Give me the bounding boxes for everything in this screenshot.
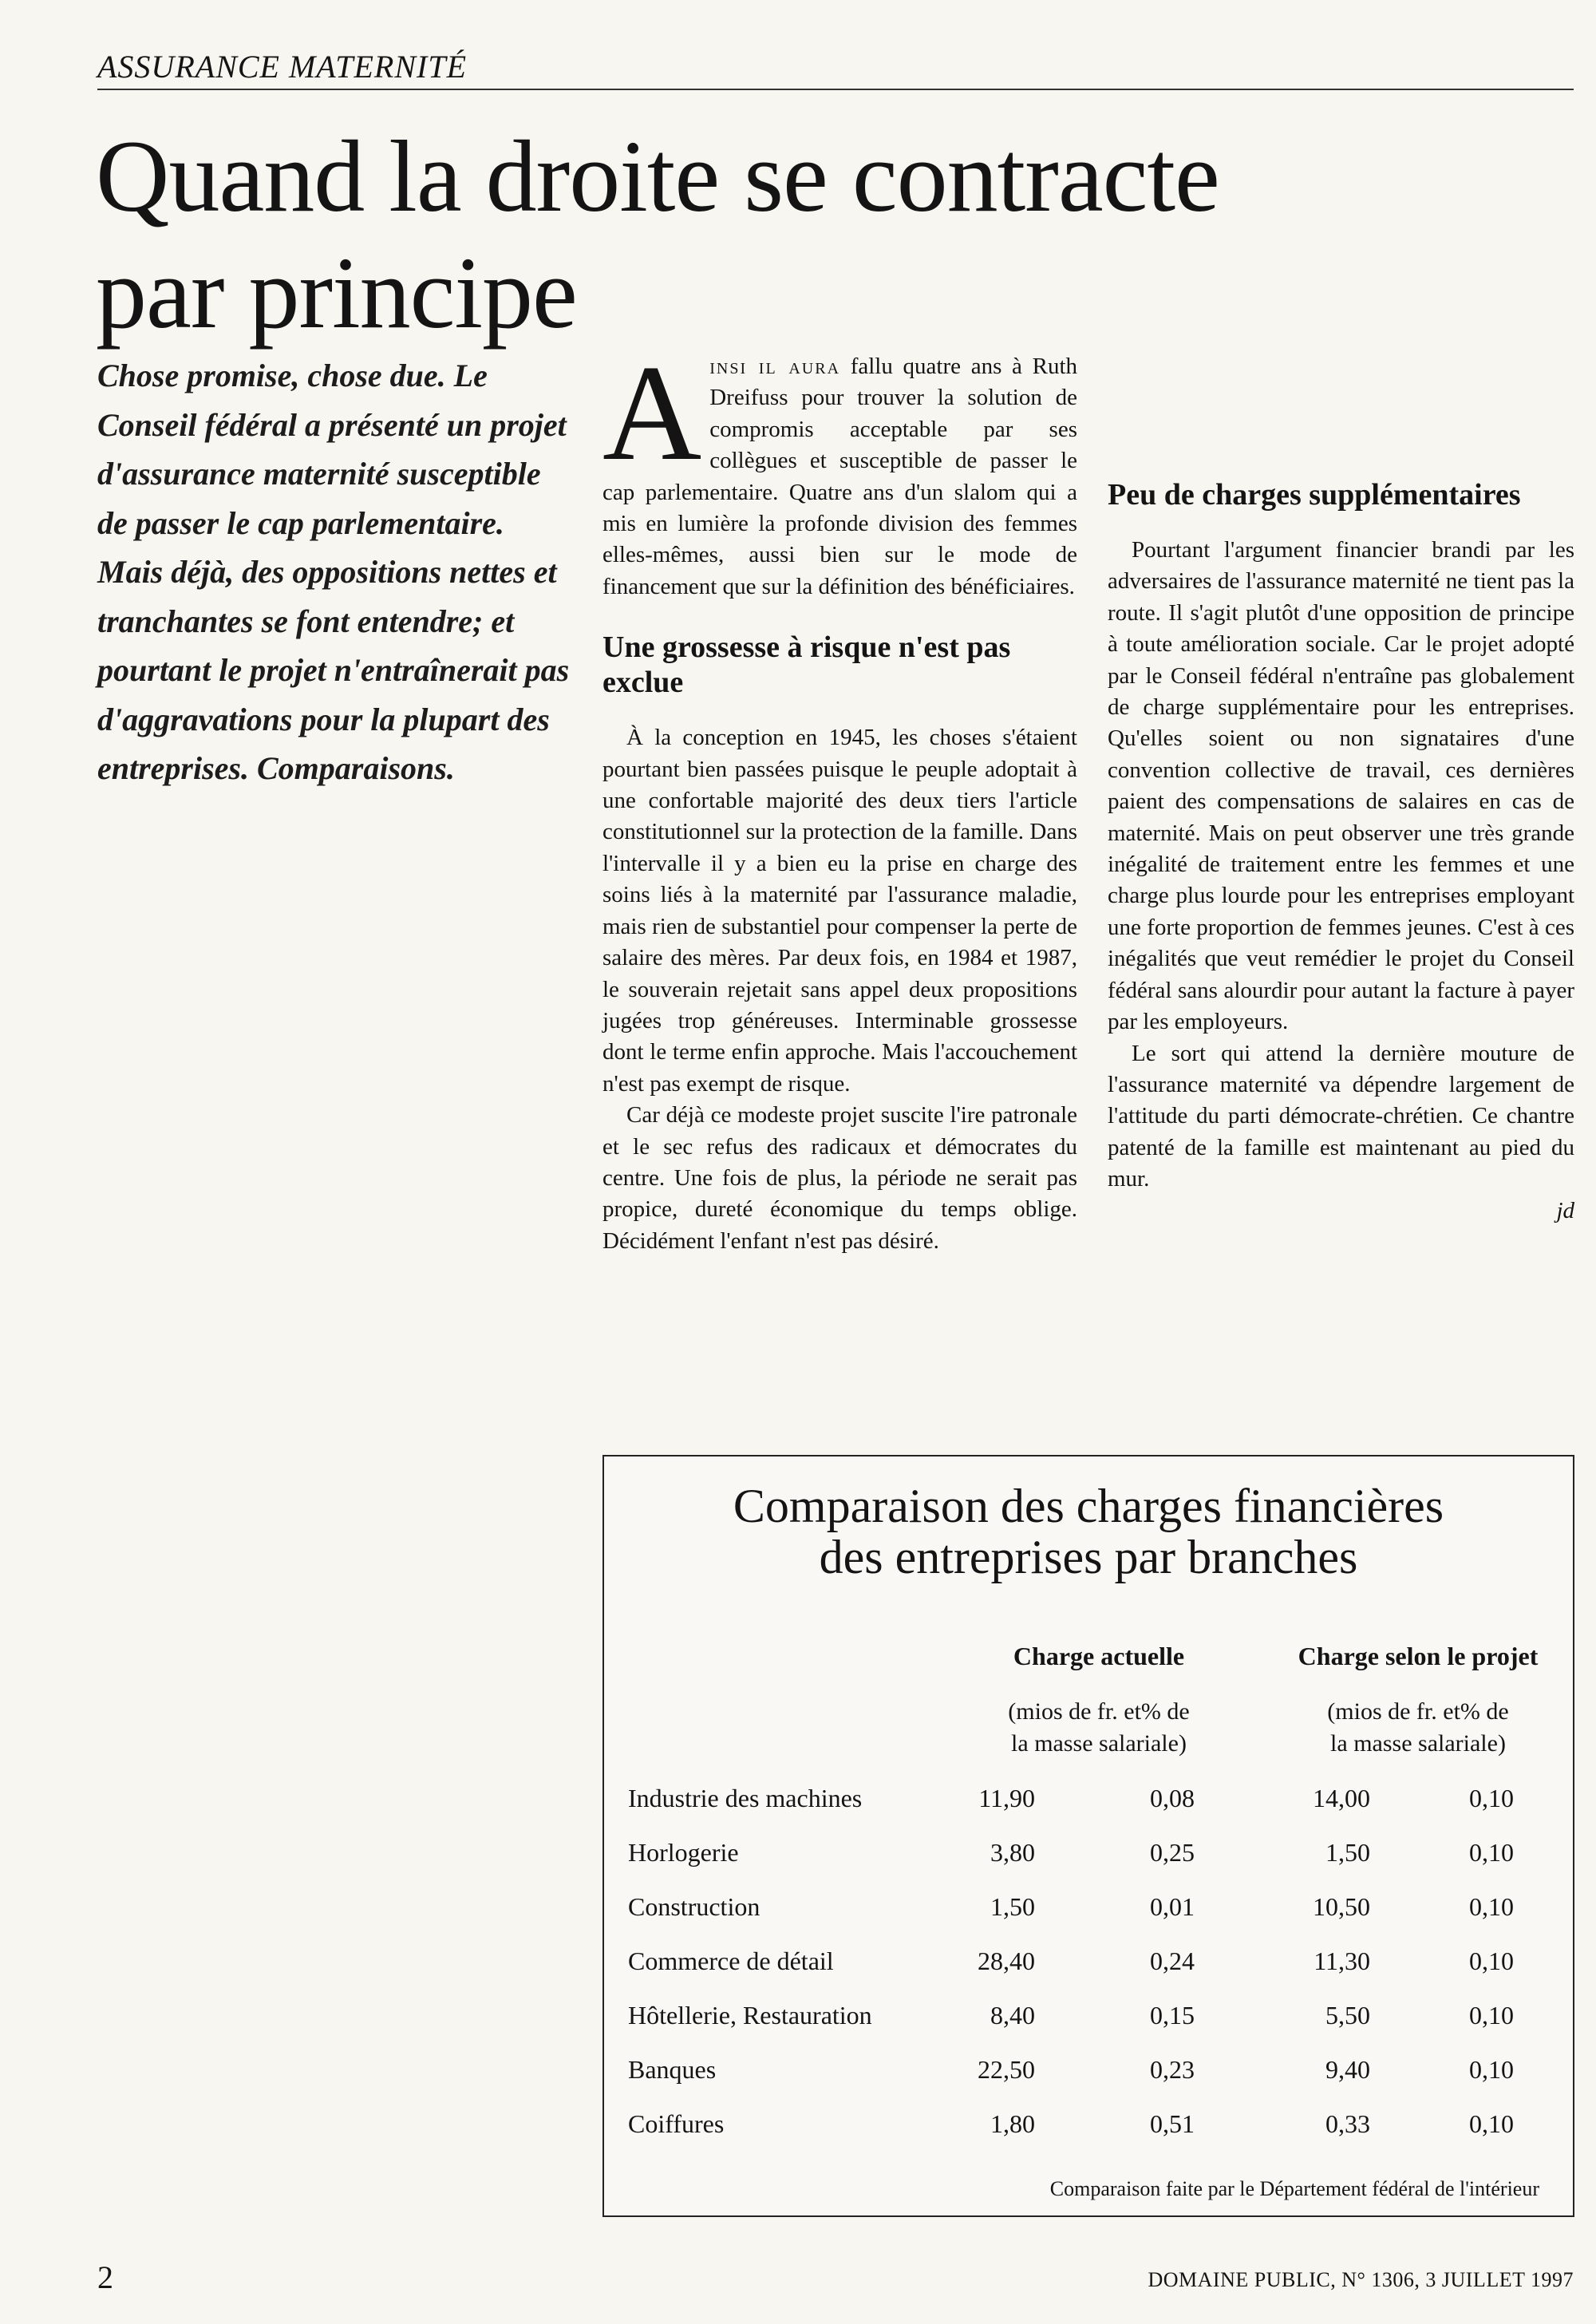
charge-projet-pct: 0,10 (1469, 2001, 1514, 2030)
opening-smallcaps: insi il aura (709, 354, 841, 379)
page-number: 2 (97, 2259, 113, 2295)
charge-projet-mios: 5,50 (1325, 2001, 1370, 2030)
charge-actuelle-mios: 11,90 (978, 1784, 1035, 1812)
unit-note-projet (1274, 1696, 1562, 1760)
table-row (628, 1947, 1562, 2001)
charge-actuelle-mios: 1,80 (990, 2109, 1035, 2138)
branch-name: Industrie des machines (628, 1784, 863, 1812)
charge-actuelle-pct: 0,24 (1150, 1947, 1195, 1975)
charge-projet-mios: 0,33 (1325, 2109, 1370, 2138)
branch-name: Coiffures (628, 2109, 725, 2138)
paragraph-argument-financier: Pourtant l'argument financier brandi par les adversaires de l'assurance maternité ne tient pas la route. Il s'agit plutôt d'une opposition de principe à toute amélioration sociale. Car le projet adopté par le Conseil fédéral n'entraîne pas globalement de charge supplémentaire pour les entreprises. Qu'elles soient ou non signataires d'une convention collective de travail, ces dernières paient des compensations de salaires en cas de maternité. Mais on peut observer une très grande inégalité de traitement entre les femmes et une charge plus lourde pour les entreprises employant une forte proportion de femmes jeunes. C'est à ces inégalités que veut remédier le projet du Conseil fédéral sans alourdir pour autant la facture à payer par les employeurs. (1108, 537, 1574, 1035)
charge-actuelle-mios: 1,50 (990, 1892, 1035, 1921)
comparison-table (628, 1784, 1562, 2164)
section-rubric: ASSURANCE MATERNITÉ (97, 48, 1574, 90)
charge-actuelle-pct: 0,51 (1150, 2109, 1195, 2138)
headline-line-2: par principe (96, 236, 577, 350)
subheading-grossesse: Une grossesse à risque n'est pas exclue (602, 630, 1011, 700)
charge-actuelle-pct: 0,08 (1150, 1784, 1195, 1812)
article-column-1 (602, 338, 1077, 1257)
charge-projet-mios: 1,50 (1325, 1838, 1370, 1867)
headline (96, 118, 1373, 351)
article-column-2 (1108, 351, 1574, 1227)
table-row (628, 2109, 1562, 2164)
table-row (628, 1784, 1562, 1838)
table-row (628, 2055, 1562, 2109)
charge-projet-mios: 14,00 (1313, 1784, 1370, 1812)
paragraph-ire-patronale: Car déjà ce modeste projet suscite l'ire patronale et le sec refus des radicaux et démocrates du centre. Une fois de plus, la période ne serait pas propice, dureté économique du temps oblige. Décidément l'enfant n'est pas désiré. (602, 1102, 1077, 1254)
charge-projet-pct: 0,10 (1469, 2109, 1514, 2138)
comparison-box (602, 1455, 1574, 2217)
charge-projet-mios: 11,30 (1314, 1947, 1370, 1975)
charge-projet-pct: 0,10 (1469, 1892, 1514, 1921)
table-row (628, 2001, 1562, 2055)
charge-projet-mios: 9,40 (1325, 2055, 1370, 2084)
column-continuation-space (1108, 351, 1574, 445)
branch-name: Horlogerie (628, 1838, 739, 1867)
paragraph-sort: Le sort qui attend la dernière mouture de l'assurance maternité va dépendre largement de l'attitude du parti démocrate-chrétien. Ce chantre patenté de la famille est maintenant au pied du mur. (1108, 1040, 1574, 1192)
charge-projet-mios: 10,50 (1313, 1892, 1370, 1921)
intro-paragraph (602, 338, 1077, 603)
charge-projet-pct: 0,10 (1469, 1838, 1514, 1867)
unit-note-line-1: (mios de fr. et% de (1327, 1698, 1509, 1725)
unit-note-line-2: la masse salariale) (1330, 1730, 1506, 1757)
box-title (604, 1480, 1573, 1583)
branch-name: Commerce de détail (628, 1947, 834, 1975)
table-source-note: Comparaison faite par le Département fédéral de l'intérieur (1049, 2177, 1539, 2200)
subheading-charges: Peu de charges supplémentaires (1108, 478, 1521, 512)
charge-actuelle-mios: 22,50 (978, 2055, 1035, 2084)
charge-actuelle-mios: 3,80 (990, 1838, 1035, 1867)
charge-projet-pct: 0,10 (1469, 1784, 1514, 1812)
box-title-line-1: Comparaison des charges financières (733, 1480, 1444, 1532)
headline-line-1: Quand la droite se contracte (96, 120, 1219, 233)
branch-name: Construction (628, 1892, 760, 1921)
charge-actuelle-pct: 0,25 (1150, 1838, 1195, 1867)
branch-name: Banques (628, 2055, 717, 2084)
box-title-line-2: des entreprises par branches (819, 1531, 1358, 1583)
publication-footer: DOMAINE PUBLIC, N° 1306, 3 JUILLET 1997 (1148, 2268, 1574, 2291)
charge-projet-pct: 0,10 (1469, 1947, 1514, 1975)
column-header-projet: Charge selon le projet (1298, 1642, 1539, 1670)
column-header-actuelle: Charge actuelle (1013, 1642, 1185, 1670)
unit-note-line-1: (mios de fr. et% de (1008, 1698, 1190, 1725)
unit-note-line-2: la masse salariale) (1011, 1730, 1187, 1757)
paragraph-conception: À la conception en 1945, les choses s'étaient pourtant bien passées puisque le peuple adoptait à une confortable majorité des deux tiers l'article constitutionnel sur la protection de la famille. Dans l'intervalle il y a bien eu la prise en charge des soins liés à la maternité par l'assurance maladie, mais rien de substantiel pour compenser la perte de salaire des mères. Par deux fois, en 1984 et 1987, le souverain rejetait sans appel deux propositions jugées trop généreuses. Interminable grossesse dont le terme enfin approche. Mais l'accouchement n'est pas exempt de risque. (602, 725, 1077, 1097)
drop-cap: A (602, 338, 702, 489)
charge-actuelle-pct: 0,15 (1150, 2001, 1195, 2030)
intro-text: fallu quatre ans à Ruth Dreifuss pour trouver la solution de compromis acceptable par ses collègues et susceptible de passer le cap parlementaire. Quatre ans d'un slalom qui a mis en lumière la profonde division des femmes elles-mêmes, aussi bien sur le mode de financement que sur la définition des bénéficiaires. (602, 354, 1077, 599)
charge-actuelle-mios: 8,40 (990, 2001, 1035, 2030)
charge-actuelle-pct: 0,01 (1150, 1892, 1195, 1921)
unit-note-actuelle (955, 1696, 1242, 1760)
lead-paragraph: Chose promise, chose due. Le Conseil fédéral a présenté un projet d'assurance maternité susceptible de passer le cap parlementaire. Mais déjà, des oppositions nettes et tranchantes se font entendre; et pourtant le projet n'entraînerait pas d'aggravations pour la plupart des entreprises. Comparaisons. (97, 358, 570, 786)
charge-actuelle-mios: 28,40 (978, 1947, 1035, 1975)
charge-projet-pct: 0,10 (1469, 2055, 1514, 2084)
charge-actuelle-pct: 0,23 (1150, 2055, 1195, 2084)
author-initials: jd (1556, 1197, 1574, 1223)
branch-name: Hôtellerie, Restauration (628, 2001, 872, 2030)
table-row (628, 1838, 1562, 1892)
table-row (628, 1892, 1562, 1947)
